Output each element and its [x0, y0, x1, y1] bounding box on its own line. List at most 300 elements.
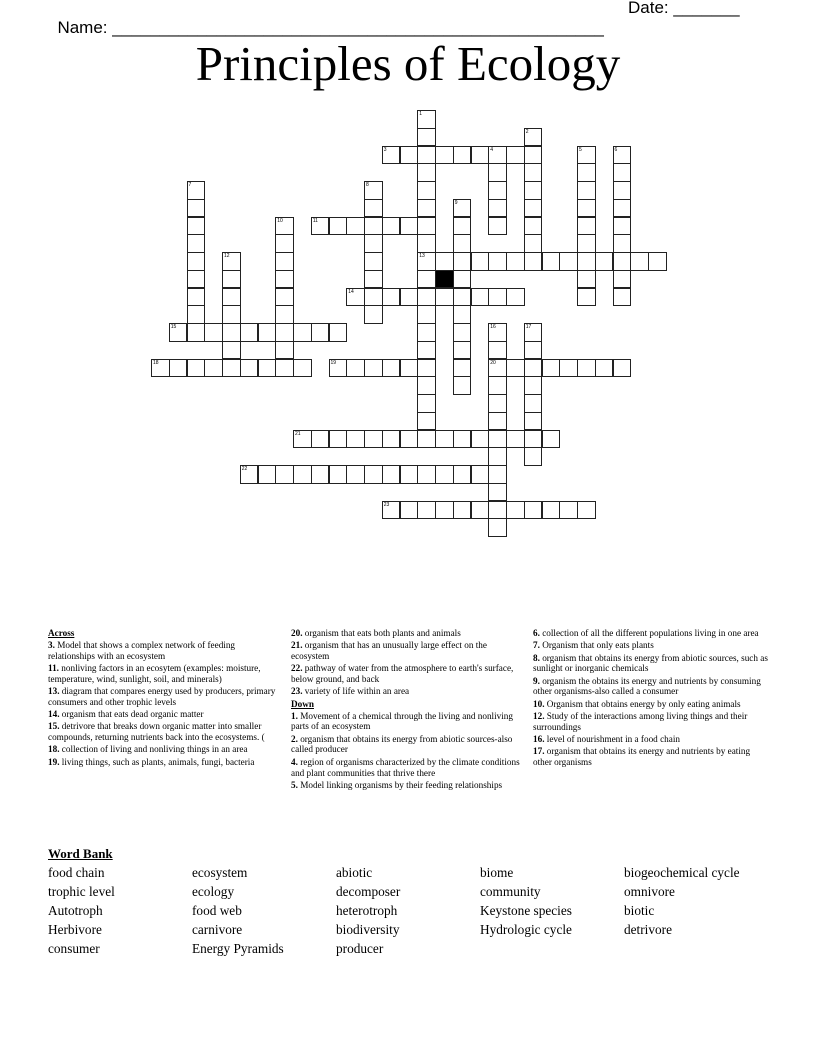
crossword-cell[interactable]	[275, 359, 294, 378]
crossword-cell[interactable]	[506, 359, 525, 378]
crossword-cell[interactable]	[364, 465, 383, 484]
crossword-cell[interactable]	[275, 217, 294, 236]
crossword-cell[interactable]	[382, 146, 401, 165]
word-bank-item: carnivore	[192, 922, 243, 937]
cell-number: 21	[295, 430, 301, 437]
crossword-cell[interactable]	[382, 501, 401, 520]
crossword-cell[interactable]	[506, 252, 525, 271]
clue-number: 16.	[533, 734, 545, 745]
crossword-cell[interactable]	[613, 199, 632, 218]
crossword-cell[interactable]	[258, 359, 277, 378]
crossword-cell[interactable]	[435, 288, 454, 307]
clue-item	[291, 663, 527, 685]
clue-item	[48, 709, 284, 720]
crossword-cell[interactable]	[417, 305, 436, 324]
crossword-cell[interactable]	[364, 252, 383, 271]
crossword-cell[interactable]	[577, 217, 596, 236]
crossword-cell[interactable]	[240, 323, 259, 342]
crossword-cell[interactable]	[559, 501, 578, 520]
crossword-cell[interactable]	[453, 146, 472, 165]
crossword-cell[interactable]	[524, 359, 543, 378]
name-line[interactable]: Name: ____________________________________________________	[57, 18, 604, 37]
clue-item	[533, 676, 769, 698]
crossword-cell[interactable]	[577, 270, 596, 289]
crossword-cell[interactable]	[258, 323, 277, 342]
word-bank-item: ecosystem	[192, 865, 248, 880]
crossword-cell[interactable]	[559, 252, 578, 271]
crossword-cell[interactable]	[400, 217, 419, 236]
crossword-cell[interactable]	[293, 430, 312, 449]
crossword-cell[interactable]	[577, 163, 596, 182]
crossword-cell[interactable]	[488, 483, 507, 502]
crossword-cell[interactable]	[329, 217, 348, 236]
clue-text: organism the obtains its energy and nutrients by consuming other organisms-also called a consumer	[533, 675, 761, 697]
crossword-cell[interactable]	[453, 288, 472, 307]
crossword-cell[interactable]	[187, 323, 206, 342]
crossword-cell[interactable]	[488, 341, 507, 360]
word-bank-item: biotic	[624, 903, 655, 918]
crossword-cell[interactable]	[364, 234, 383, 253]
clue-text: nonliving factors in an ecosytem (examples: moisture, temperature, wind, sunlight, soil, and minerals)	[48, 662, 261, 684]
crossword-cell[interactable]	[524, 501, 543, 520]
crossword-cell[interactable]	[506, 146, 525, 165]
clue-text: level of nourishment in a food chain	[546, 734, 680, 745]
crossword-cell[interactable]	[187, 181, 206, 200]
crossword-cell[interactable]	[524, 252, 543, 271]
crossword-cell[interactable]	[453, 430, 472, 449]
clue-number: 15.	[48, 721, 60, 732]
crossword-cell[interactable]	[613, 270, 632, 289]
crossword-cell[interactable]	[595, 252, 614, 271]
crossword-cell[interactable]	[346, 217, 365, 236]
cell-number: 4	[490, 146, 494, 153]
crossword-cell[interactable]	[382, 217, 401, 236]
crossword-cell[interactable]	[524, 146, 543, 165]
crossword-cell[interactable]	[400, 146, 419, 165]
clue-item	[533, 640, 769, 651]
crossword-cell[interactable]	[488, 359, 507, 378]
crossword-cell[interactable]	[311, 430, 330, 449]
crossword-cell[interactable]	[453, 217, 472, 236]
clue-item	[48, 640, 284, 662]
crossword-cell[interactable]	[524, 199, 543, 218]
clue-number: 19.	[48, 756, 60, 767]
crossword-cell[interactable]	[417, 199, 436, 218]
clue-number: 8.	[533, 652, 540, 663]
crossword-cell[interactable]	[524, 376, 543, 395]
crossword-cell[interactable]	[222, 359, 241, 378]
crossword-cell[interactable]	[329, 359, 348, 378]
crossword-cell[interactable]	[524, 128, 543, 147]
crossword-cell[interactable]	[417, 128, 436, 147]
clue-text: detrivore that breaks down organic matter into smaller compounds, returning nutrients back into the ecosystems. (	[48, 721, 265, 743]
clue-item	[48, 744, 284, 755]
cell-number: 19	[330, 359, 337, 366]
crossword-cell[interactable]	[293, 323, 312, 342]
crossword-cell[interactable]	[417, 163, 436, 182]
clue-item	[533, 711, 769, 733]
clue-number: 23.	[291, 686, 303, 697]
crossword-cell[interactable]	[488, 394, 507, 413]
crossword-cell[interactable]	[577, 252, 596, 271]
crossword-cell[interactable]	[417, 252, 436, 271]
crossword-cell[interactable]	[577, 234, 596, 253]
crossword-cell[interactable]	[488, 288, 507, 307]
crossword-cell[interactable]	[187, 288, 206, 307]
crossword-cell[interactable]	[613, 252, 632, 271]
crossword-cell[interactable]	[346, 430, 365, 449]
crossword-cell[interactable]	[400, 465, 419, 484]
crossword-cell[interactable]	[364, 199, 383, 218]
crossword-cell[interactable]	[275, 465, 294, 484]
clue-number: 6.	[533, 628, 540, 638]
crossword-cell[interactable]	[613, 288, 632, 307]
crossword-cell[interactable]	[364, 270, 383, 289]
crossword-cell[interactable]	[329, 465, 348, 484]
crossword-cell[interactable]	[577, 359, 596, 378]
crossword-cell[interactable]	[471, 288, 490, 307]
crossword-cell[interactable]	[275, 305, 294, 324]
crossword-cell[interactable]	[542, 359, 561, 378]
crossword-cell[interactable]	[169, 359, 188, 378]
crossword-cell[interactable]	[311, 465, 330, 484]
cell-number: 13	[419, 253, 425, 259]
crossword-cell[interactable]	[630, 252, 649, 271]
crossword-cell[interactable]	[542, 252, 561, 271]
crossword-cell[interactable]	[417, 181, 436, 200]
crossword-cell[interactable]	[240, 465, 259, 484]
crossword-cell[interactable]	[222, 341, 241, 360]
crossword-cell[interactable]	[471, 465, 490, 484]
crossword-cell[interactable]	[364, 305, 383, 324]
clues-column-2	[291, 628, 527, 792]
crossword-cell[interactable]	[524, 217, 543, 236]
clue-number: 10.	[533, 698, 545, 709]
cell-number: 3	[383, 146, 387, 153]
crossword-cell[interactable]	[488, 447, 507, 466]
word-bank-item: food chain	[48, 865, 105, 880]
crossword-cell[interactable]	[613, 181, 632, 200]
down-heading: Down	[291, 698, 314, 709]
crossword-cell[interactable]	[524, 430, 543, 449]
crossword-cell[interactable]	[524, 447, 543, 466]
crossword-cell[interactable]	[169, 323, 188, 342]
crossword-cell[interactable]	[187, 270, 206, 289]
crossword-cell[interactable]	[435, 501, 454, 520]
clue-text: Organism that obtains energy by only eating animals	[546, 698, 741, 709]
crossword-cell[interactable]	[417, 323, 436, 342]
crossword-cell[interactable]	[524, 234, 543, 253]
crossword-cell[interactable]	[488, 518, 507, 537]
crossword-cell[interactable]	[488, 199, 507, 218]
crossword-cell[interactable]	[311, 323, 330, 342]
crossword-cell[interactable]	[400, 288, 419, 307]
blocked-cell	[435, 270, 454, 289]
crossword-cell[interactable]	[524, 163, 543, 182]
crossword-cell[interactable]	[311, 217, 330, 236]
crossword-cell[interactable]	[613, 359, 632, 378]
clue-item	[291, 686, 527, 697]
crossword-cell[interactable]	[453, 376, 472, 395]
date-line[interactable]: Date: _______	[628, 0, 740, 17]
clue-text: organism that eats both plants and animals	[304, 628, 461, 638]
word-bank-item: Energy Pyramids	[192, 941, 284, 956]
word-bank-item: heterotroph	[336, 903, 398, 918]
clue-number: 22.	[291, 663, 303, 674]
clue-number: 1.	[291, 710, 298, 721]
crossword-cell[interactable]	[506, 501, 525, 520]
crossword-cell[interactable]	[275, 252, 294, 271]
crossword-cell[interactable]	[577, 146, 596, 165]
crossword-cell[interactable]	[453, 323, 472, 342]
crossword-cell[interactable]	[275, 323, 294, 342]
crossword-cell[interactable]	[382, 359, 401, 378]
crossword-cell[interactable]	[577, 199, 596, 218]
crossword-cell[interactable]	[275, 288, 294, 307]
crossword-cell[interactable]	[488, 501, 507, 520]
crossword-cell[interactable]	[400, 501, 419, 520]
clue-text: region of organisms characterized by the climate conditions and plant communities that thrive there	[291, 756, 520, 778]
cell-number: 14	[348, 288, 354, 295]
crossword-cell[interactable]	[417, 288, 436, 307]
crossword-cell[interactable]	[453, 359, 472, 378]
crossword-cell[interactable]	[542, 430, 561, 449]
crossword-cell[interactable]	[524, 341, 543, 360]
cell-number: 10	[277, 217, 283, 224]
crossword-cell[interactable]	[417, 359, 436, 378]
crossword-cell[interactable]	[577, 288, 596, 307]
crossword-cell[interactable]	[222, 323, 241, 342]
crossword-cell[interactable]	[506, 288, 525, 307]
crossword-cell[interactable]	[222, 305, 241, 324]
crossword-cell[interactable]	[417, 430, 436, 449]
crossword-cell[interactable]	[524, 323, 543, 342]
cell-number: 12	[224, 253, 230, 259]
crossword-cell[interactable]	[595, 359, 614, 378]
crossword-cell[interactable]	[488, 323, 507, 342]
crossword-cell[interactable]	[364, 181, 383, 200]
crossword-cell[interactable]	[488, 217, 507, 236]
crossword-cell[interactable]	[293, 465, 312, 484]
cell-number: 1	[419, 111, 423, 117]
clue-text: Movement of a chemical through the living and nonliving parts of an ecosystem	[291, 710, 513, 732]
crossword-cell[interactable]	[329, 323, 348, 342]
crossword-cell[interactable]	[400, 359, 419, 378]
crossword-cell[interactable]	[293, 359, 312, 378]
word-bank-item: biome	[480, 865, 514, 880]
crossword-cell[interactable]	[222, 252, 241, 271]
clue-number: 12.	[533, 711, 545, 722]
crossword-cell[interactable]	[542, 501, 561, 520]
crossword-cell[interactable]	[417, 270, 436, 289]
crossword-cell[interactable]	[435, 465, 454, 484]
crossword-cell[interactable]	[613, 217, 632, 236]
clue-text: organism that obtains its energy and nutrients by eating other organisms	[533, 746, 751, 768]
clue-text: Model linking organisms by their feeding relationships	[300, 779, 503, 790]
crossword-cell[interactable]	[613, 146, 632, 165]
clue-item	[533, 734, 769, 745]
crossword-cell[interactable]	[453, 252, 472, 271]
clue-item	[533, 628, 769, 639]
crossword-cell[interactable]	[488, 181, 507, 200]
crossword-cell[interactable]	[435, 252, 454, 271]
crossword-cell[interactable]	[488, 376, 507, 395]
crossword-cell[interactable]	[417, 376, 436, 395]
word-bank-item: omnivore	[624, 884, 675, 899]
crossword-cell[interactable]	[187, 252, 206, 271]
crossword-cell[interactable]	[524, 394, 543, 413]
clue-item	[291, 711, 527, 733]
crossword-cell[interactable]	[506, 430, 525, 449]
crossword-cell[interactable]	[453, 270, 472, 289]
crossword-cell[interactable]	[382, 288, 401, 307]
crossword-cell[interactable]	[222, 288, 241, 307]
crossword-cell[interactable]	[346, 465, 365, 484]
clue-text: collection of living and nonliving things in an area	[61, 744, 248, 755]
clue-number: 4.	[291, 756, 298, 767]
clue-text: pathway of water from the atmosphere to earth's surface, below ground, and back	[291, 663, 514, 685]
clue-item	[48, 757, 284, 768]
crossword-cell[interactable]	[382, 465, 401, 484]
clue-text: variety of life within an area	[304, 686, 410, 697]
clue-number: 11.	[48, 662, 59, 673]
cell-number: 5	[579, 146, 582, 153]
crossword-cell[interactable]	[329, 430, 348, 449]
crossword-cell[interactable]	[453, 234, 472, 253]
clue-item	[291, 780, 527, 791]
crossword-cell[interactable]	[204, 359, 223, 378]
word-bank-item: Keystone species	[480, 903, 572, 918]
crossword-cell[interactable]	[204, 323, 223, 342]
clue-text: Model that shows a complex network of feeding relationships with an ecosystem	[48, 639, 236, 661]
crossword-cell[interactable]	[400, 430, 419, 449]
crossword-cell[interactable]	[187, 234, 206, 253]
crossword-cell[interactable]	[240, 359, 259, 378]
clues-column-1	[48, 628, 284, 769]
crossword-cell[interactable]	[435, 146, 454, 165]
crossword-cell[interactable]	[364, 217, 383, 236]
clue-number: 20.	[291, 628, 303, 638]
crossword-cell[interactable]	[471, 252, 490, 271]
crossword-cell[interactable]	[435, 430, 454, 449]
crossword-cell[interactable]	[488, 430, 507, 449]
crossword-cell[interactable]	[417, 501, 436, 520]
clue-text: organism that has an unusually large effect on the ecosystem	[291, 640, 487, 662]
crossword-cell[interactable]	[453, 199, 472, 218]
clue-text: living things, such as plants, animals, fungi, bacteria	[61, 756, 255, 767]
cell-number: 22	[241, 466, 248, 472]
word-bank-title: Word Bank	[48, 846, 113, 861]
crossword-cell[interactable]	[453, 501, 472, 520]
crossword-cell[interactable]	[258, 465, 277, 484]
crossword-cell[interactable]	[488, 412, 507, 431]
cell-number: 8	[366, 182, 369, 188]
crossword-cell[interactable]	[417, 412, 436, 431]
cell-number: 18	[153, 359, 159, 366]
crossword-cell[interactable]	[187, 217, 206, 236]
crossword-cell[interactable]	[187, 199, 206, 218]
crossword-cell[interactable]	[613, 163, 632, 182]
clue-number: 14.	[48, 709, 60, 720]
crossword-cell[interactable]	[648, 252, 667, 271]
crossword-cell[interactable]	[417, 234, 436, 253]
cell-number: 7	[188, 182, 192, 188]
crossword-cell[interactable]	[364, 288, 383, 307]
word-bank-item: Hydrologic cycle	[480, 922, 572, 937]
crossword-cell[interactable]	[488, 252, 507, 271]
crossword-cell[interactable]	[417, 341, 436, 360]
crossword-cell[interactable]	[187, 359, 206, 378]
clue-item	[291, 628, 527, 639]
clue-number: 13.	[48, 685, 60, 696]
crossword-cell[interactable]	[382, 430, 401, 449]
crossword-cell[interactable]	[346, 359, 365, 378]
clue-text: organism that eats dead organic matter	[61, 709, 204, 720]
crossword-cell[interactable]	[417, 146, 436, 165]
crossword-cell[interactable]	[417, 217, 436, 236]
clue-item	[533, 699, 769, 710]
crossword-cell[interactable]	[222, 270, 241, 289]
clue-text: Organism that only eats plants	[542, 640, 654, 651]
crossword-cell[interactable]	[471, 430, 490, 449]
crossword-cell[interactable]	[613, 234, 632, 253]
crossword-cell[interactable]	[275, 341, 294, 360]
clue-number: 2.	[291, 733, 298, 744]
word-bank-item: food web	[192, 903, 242, 918]
clue-text: organism that obtains its energy from abiotic sources, such as sunlight or inorganic chemicals	[533, 652, 768, 674]
cell-number: 15	[170, 324, 177, 330]
crossword-cell[interactable]	[471, 501, 490, 520]
clue-number: 9.	[533, 675, 540, 686]
crossword-cell[interactable]	[524, 412, 543, 431]
clue-number: 7.	[533, 640, 540, 651]
clue-number: 21.	[291, 640, 303, 651]
cell-number: 9	[454, 199, 458, 206]
clue-item	[48, 686, 284, 708]
word-bank-item: detrivore	[624, 922, 672, 937]
cell-number: 2	[525, 128, 529, 135]
crossword-cell[interactable]	[453, 465, 472, 484]
word-bank-item: Autotroph	[48, 903, 103, 918]
crossword-cell[interactable]	[488, 465, 507, 484]
crossword-cell[interactable]	[275, 270, 294, 289]
crossword-cell[interactable]	[488, 163, 507, 182]
cell-number: 16	[490, 324, 496, 330]
word-bank-item: decomposer	[336, 884, 401, 899]
crossword-cell[interactable]	[577, 181, 596, 200]
crossword-cell[interactable]	[151, 359, 170, 378]
clue-number: 3.	[48, 639, 55, 650]
word-bank-item: community	[480, 884, 541, 899]
crossword-cell[interactable]	[364, 359, 383, 378]
clue-text: Study of the interactions among living things and their surroundings	[533, 711, 748, 732]
crossword-cell[interactable]	[453, 305, 472, 324]
crossword-cell[interactable]	[559, 359, 578, 378]
crossword-cell[interactable]	[471, 146, 490, 165]
crossword-cell[interactable]	[275, 234, 294, 253]
crossword-cell[interactable]	[577, 501, 596, 520]
crossword-cell[interactable]	[187, 305, 206, 324]
crossword-cell[interactable]	[488, 146, 507, 165]
crossword-cell[interactable]	[453, 341, 472, 360]
crossword-cell[interactable]	[346, 288, 365, 307]
cell-number: 20	[490, 359, 496, 366]
crossword-cell[interactable]	[524, 181, 543, 200]
crossword-cell[interactable]	[417, 110, 436, 129]
crossword-cell[interactable]	[417, 465, 436, 484]
crossword-cell[interactable]	[417, 394, 436, 413]
crossword-cell[interactable]	[364, 430, 383, 449]
